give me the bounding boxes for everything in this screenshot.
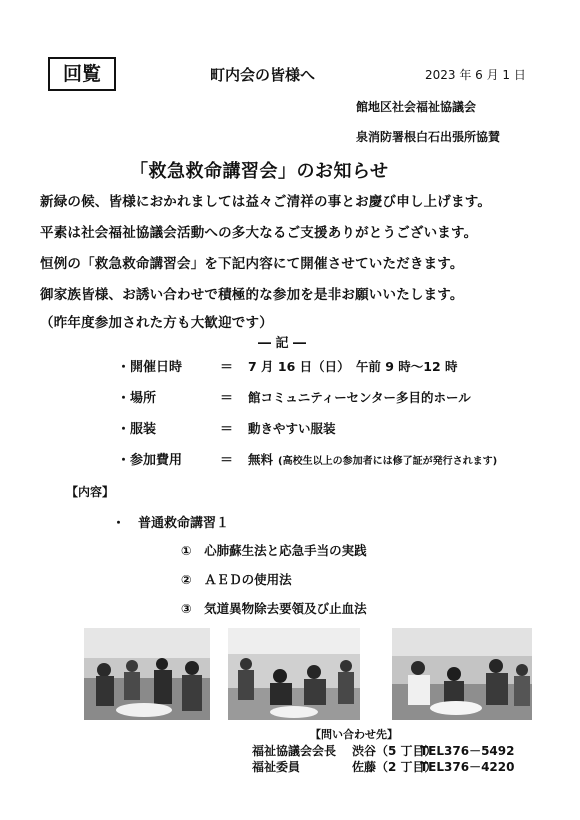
- contact-role: 福祉委員: [252, 760, 301, 774]
- detail-label-attire: ・服装: [117, 422, 157, 437]
- body-paragraph: （昨年度参加された方も大歓迎です）: [40, 315, 273, 331]
- detail-label-fee: ・参加費用: [117, 453, 183, 468]
- contact-tel: TEL376－4220: [420, 760, 515, 774]
- equals-sign: ＝: [220, 422, 234, 437]
- ki-heading: ― 記 ―: [258, 336, 307, 351]
- course-item: ③ 気道異物除去要領及び止血法: [181, 601, 367, 616]
- contact-name: 佐藤（2 丁目）: [352, 760, 437, 774]
- circulation-stamp: 回覧: [48, 57, 116, 91]
- equals-sign: ＝: [220, 360, 234, 375]
- body-paragraph: 新緑の候、皆様におかれましては益々ご清祥の事とお慶び申し上げます。: [40, 194, 492, 210]
- contact-role: 福祉協議会会長: [252, 744, 337, 758]
- detail-value-datetime: 7 月 16 日（日） 午前 9 時～12 時: [248, 359, 458, 374]
- detail-value-fee: 無料: [248, 452, 274, 467]
- issue-date: 2023 年 6 月 1 日: [425, 68, 526, 82]
- notice-title: 「救急救命講習会」のお知らせ: [130, 161, 389, 182]
- course-item: ① 心肺蘇生法と応急手当の実践: [181, 543, 367, 558]
- fee-note: (高校生以上の参加者には修了証が発行されます): [278, 456, 498, 467]
- training-photo-3: [392, 628, 532, 720]
- course-item: ② ＡＥＤの使用法: [181, 572, 292, 587]
- organizer: 館地区社会福祉協議会: [356, 100, 477, 114]
- detail-value-attire: 動きやすい服装: [248, 421, 336, 436]
- detail-value-place: 館コミュニティーセンター多目的ホール: [248, 390, 471, 405]
- body-paragraph: 平素は社会福祉協議会活動への多大なるご支援ありがとうございます。: [40, 225, 478, 241]
- equals-sign: ＝: [220, 391, 234, 406]
- body-paragraph: 御家族皆様、お誘い合わせで積極的な参加を是非お願いいたします。: [40, 287, 464, 303]
- equals-sign: ＝: [220, 453, 234, 468]
- contact-name: 渋谷（5 丁目）: [352, 744, 437, 758]
- contents-label: 【内容】: [66, 485, 115, 499]
- contact-tel: TEL376－5492: [420, 744, 515, 758]
- course-name: ・ 普通救命講習１: [112, 516, 230, 531]
- addressee: 町内会の皆様へ: [210, 66, 316, 84]
- body-paragraph: 恒例の「救急救命講習会」を下記内容にて開催させていただきます。: [40, 256, 464, 272]
- contact-heading: 【問い合わせ先】: [310, 728, 398, 741]
- sponsor: 泉消防署根白石出張所協賛: [356, 130, 501, 144]
- detail-label-datetime: ・開催日時: [117, 360, 183, 375]
- training-photo-1: [84, 628, 210, 720]
- training-photo-2: [228, 628, 360, 720]
- detail-label-place: ・場所: [117, 391, 157, 406]
